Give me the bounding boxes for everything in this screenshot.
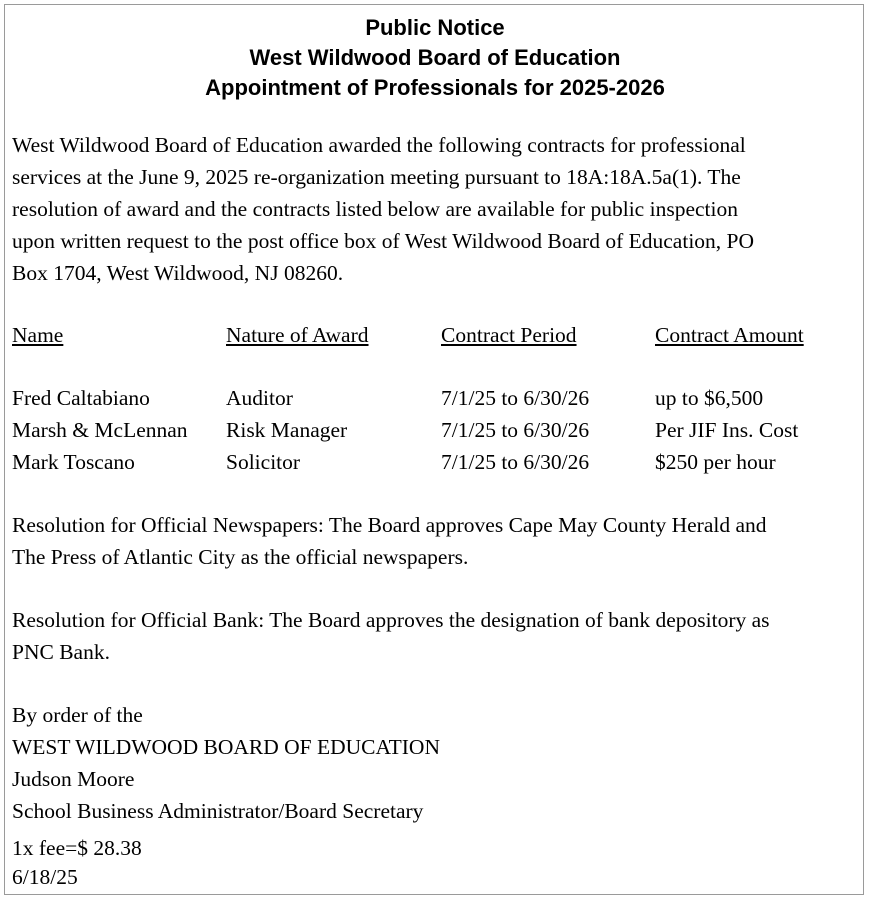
signature-title: School Business Administrator/Board Secretary <box>12 799 424 823</box>
intro-line: services at the June 9, 2025 re-organization meeting pursuant to 18A:18A.5a(1). The <box>12 165 741 189</box>
intro-line: resolution of award and the contracts listed below are available for public inspection <box>12 197 738 221</box>
bank-resolution <box>12 604 860 668</box>
bank-line: Resolution for Official Bank: The Board approves the designation of bank depository as <box>12 608 770 632</box>
publication-date: 6/18/25 <box>12 865 78 889</box>
signature-block <box>12 699 860 827</box>
column-header-amount: Contract Amount <box>655 323 804 347</box>
table-cell-amount: up to $6,500 <box>655 386 764 410</box>
newspapers-line: Resolution for Official Newspapers: The Board approves Cape May County Herald and <box>12 513 767 537</box>
fee-text: 1x fee=$ 28.38 <box>12 836 142 860</box>
bank-line: PNC Bank. <box>12 640 110 664</box>
table-cell-nature: Auditor <box>226 386 293 410</box>
intro-line: upon written request to the post office box of West Wildwood Board of Education, PO <box>12 229 755 253</box>
title-public-notice: Public Notice <box>365 15 505 40</box>
table-cell-period: 7/1/25 to 6/30/26 <box>441 386 590 410</box>
intro-line: West Wildwood Board of Education awarded the following contracts for professional <box>12 133 746 157</box>
column-header-name: Name <box>12 323 64 347</box>
table-cell-nature: Risk Manager <box>226 418 348 442</box>
notice-title <box>0 13 870 103</box>
table-cell-period: 7/1/25 to 6/30/26 <box>441 418 590 442</box>
title-board-name: West Wildwood Board of Education <box>249 45 621 70</box>
signature-name: Judson Moore <box>12 767 135 791</box>
table-cell-name: Marsh & McLennan <box>12 418 188 442</box>
newspapers-line: The Press of Atlantic City as the official newspapers. <box>12 545 469 569</box>
table-cell-name: Fred Caltabiano <box>12 386 150 410</box>
intro-line: Box 1704, West Wildwood, NJ 08260. <box>12 261 344 285</box>
table-cell-period: 7/1/25 to 6/30/26 <box>441 450 590 474</box>
intro-paragraph <box>12 129 860 289</box>
footer <box>12 834 860 892</box>
newspapers-resolution <box>12 509 860 573</box>
table-cell-amount: $250 per hour <box>655 450 776 474</box>
table-cell-nature: Solicitor <box>226 450 301 474</box>
table-cell-amount: Per JIF Ins. Cost <box>655 418 799 442</box>
table-cell-name: Mark Toscano <box>12 450 135 474</box>
column-header-nature: Nature of Award <box>226 323 369 347</box>
title-appointment: Appointment of Professionals for 2025-2026 <box>205 75 665 100</box>
signature-org: WEST WILDWOOD BOARD OF EDUCATION <box>12 735 440 759</box>
signature-line: By order of the <box>12 703 143 727</box>
column-header-period: Contract Period <box>441 323 577 347</box>
